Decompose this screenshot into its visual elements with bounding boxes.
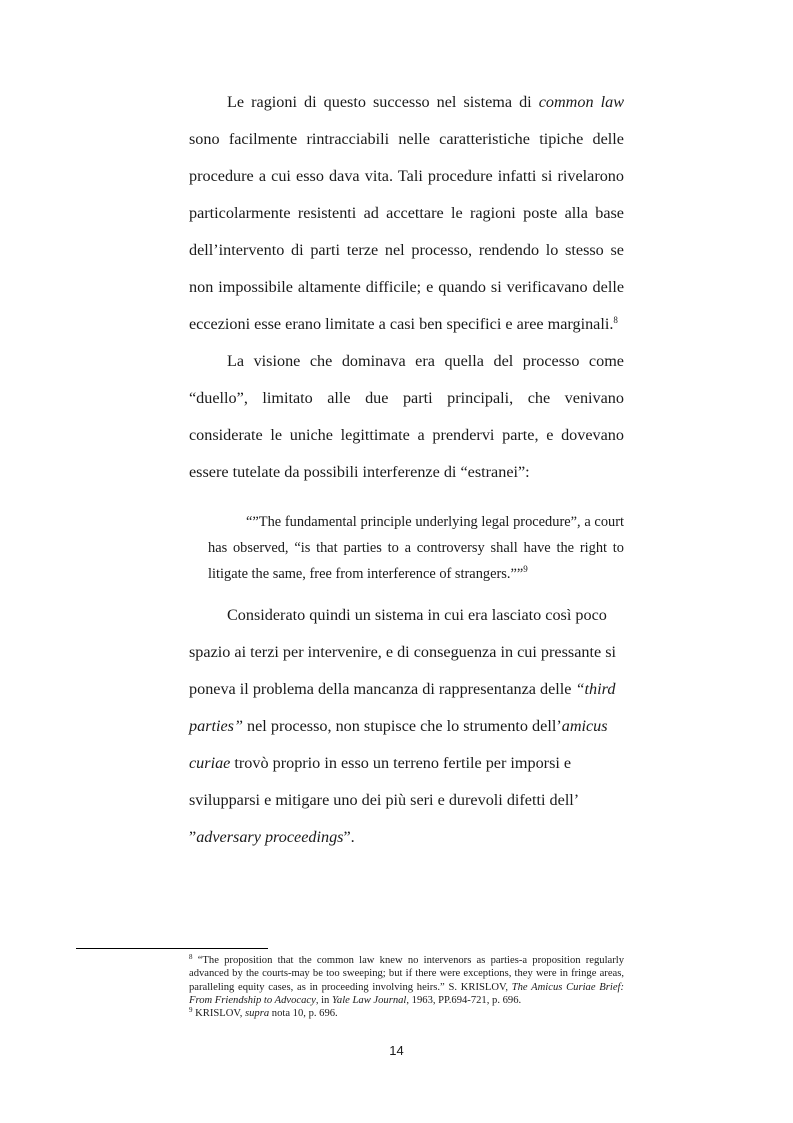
footnote-divider [76, 948, 268, 949]
quote-text: “”The fundamental principle underlying legal procedure”, a court has observed, “is that parties to a controversy shall have the right to litigate the same, free from interference of strangers.”” [208, 514, 624, 582]
footnote-text: , in [315, 994, 332, 1006]
footnote-italic: Yale Law Journal [332, 994, 407, 1006]
italic-term: common law [538, 93, 624, 111]
footnote-text: , 1963, PP.694-721, p. 696. [406, 994, 522, 1006]
footnote-text: KRISLOV, [192, 1008, 245, 1020]
footnote-ref-8[interactable]: 8 [613, 315, 618, 325]
footnote-ref-9[interactable]: 9 [523, 564, 528, 574]
footnote-italic: supra [245, 1008, 270, 1020]
italic-term: amicus curiae [189, 717, 608, 772]
footnote-text: nota 10, p. 696. [269, 1008, 338, 1020]
footnote-8 [189, 954, 624, 1007]
italic-term: adversary proceedings [196, 828, 344, 846]
footnotes [189, 954, 624, 1020]
page-number: 14 [389, 1043, 404, 1058]
paragraph-text: Considerato quindi un sistema in cui era lasciato così poco spazio ai terzi per intervenire, e di conseguenza in cui pressante si poneva il problema della mancanza di rappresentanza delle [189, 606, 616, 698]
body-paragraph-2: La visione che dominava era quella del processo come “duello”, limitato alle due parti principali, che venivano considerate le uniche legittimate a prendervi parte, e dovevano essere tutelate da possibili interferenze di “estranei”: [189, 352, 624, 481]
footnote-number: 9 [189, 1006, 193, 1015]
footnote-9 [189, 1007, 624, 1020]
body-paragraph-3 [189, 597, 624, 856]
italic-term: “third parties” [189, 680, 616, 735]
paragraph-text: Le ragioni di questo successo nel sistema di [227, 93, 539, 111]
paragraph-text: nel processo, non stupisce che lo strumento dell’ [242, 717, 562, 735]
footnote-text: “The proposition that the common law knew no intervenors as parties-a proposition regularly advanced by the courts-may be too sweeping; but if there were exceptions, they were in fringe areas, paralleling equity cases, as in proceeding involving heirs.” S. KRISLOV, [189, 955, 624, 993]
paragraph-text: trovò proprio in esso un terreno fertile per imporsi e svilupparsi e mitigare uno dei più seri e durevoli difetti dell’ ” [189, 754, 578, 846]
paragraph-text: sono facilmente rintracciabili nelle caratteristiche tipiche delle procedure a cui esso dava vita. Tali procedure infatti si rivelarono particolarmente resistenti ad accettare le ragioni poste alla base dell’intervento di parti terze nel processo, rendendo lo stesso se non impossibile altamente difficile; e quando si verificavano delle eccezioni esse erano limitate a casi ben specifici e aree marginali. [189, 130, 624, 333]
paragraph-text: ”. [343, 828, 355, 846]
footnote-italic: The Amicus Curiae Brief: From Friendship to Advocacy [189, 981, 625, 1006]
block-quote [208, 509, 624, 587]
body-paragraph-1 [189, 84, 624, 343]
footnote-number: 8 [189, 953, 193, 961]
